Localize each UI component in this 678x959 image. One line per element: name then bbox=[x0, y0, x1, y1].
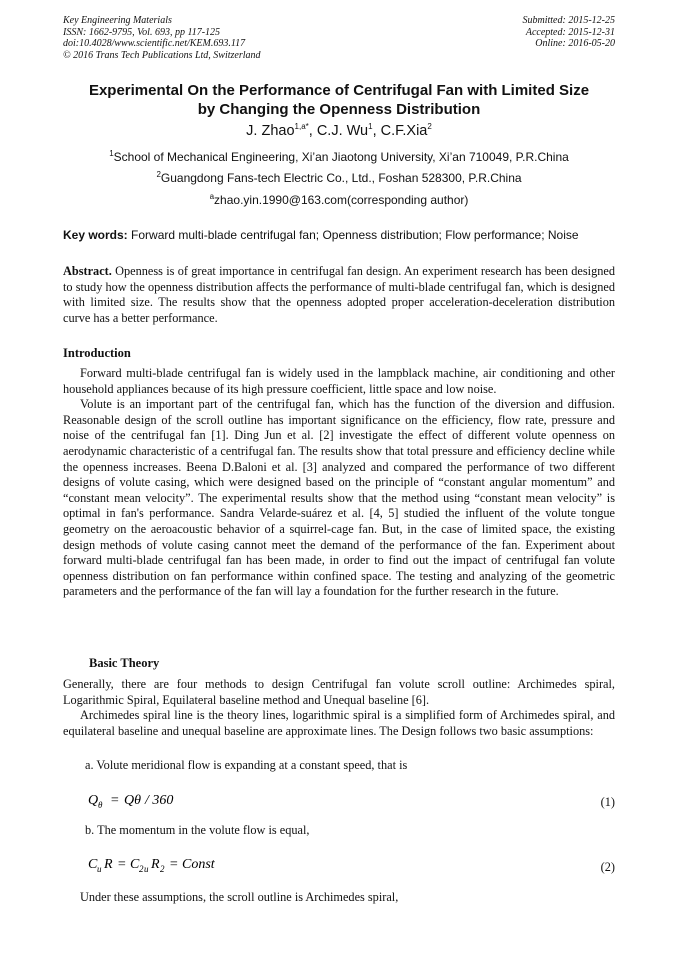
svg-text:C: C bbox=[88, 857, 98, 872]
paragraph: Forward multi-blade centrifugal fan is widely used in the lampblack machine, air conditioning and other household appliances because of its high pressure coefficient, little space and low noise. bbox=[63, 366, 615, 396]
affiliation-text: School of Mechanical Engineering, Xi’an Jiaotong University, Xi’an 710049, P.R.China bbox=[113, 150, 569, 164]
journal-header-right bbox=[523, 15, 616, 50]
svg-text:u: u bbox=[97, 864, 102, 874]
issn-line: ISSN: 1662-9795, Vol. 693, pp 117-125 bbox=[63, 26, 221, 38]
svg-text:2: 2 bbox=[139, 864, 144, 874]
affiliation-sup: 1 bbox=[109, 149, 114, 158]
keywords-label: Key words: bbox=[63, 228, 128, 242]
online-date: Online: 2016-05-20 bbox=[535, 38, 615, 49]
svg-text:=: = bbox=[117, 857, 127, 872]
equation-2-graphic bbox=[88, 853, 218, 875]
svg-text:/ 360: / 360 bbox=[145, 793, 174, 808]
abstract-label: Abstract. bbox=[63, 264, 112, 278]
affiliation-sup: a bbox=[209, 192, 215, 201]
keywords bbox=[63, 228, 615, 242]
corresponding-email bbox=[40, 193, 638, 207]
paper-title bbox=[40, 81, 638, 119]
keywords-text: Forward multi-blade centrifugal fan; Openness distribution; Flow performance; Noise bbox=[131, 228, 579, 242]
assumption-b: b. The momentum in the volute flow is equal, bbox=[85, 823, 310, 837]
author-sup: 2 bbox=[427, 122, 432, 132]
equation-1-number: (1) bbox=[600, 795, 615, 809]
author-list: J. Zhao$^{1,a*}$, C.J. Wu$^1$, C.F.Xia$^2$ bbox=[246, 122, 432, 139]
equation-1-graphic bbox=[88, 789, 198, 811]
paragraph: Archimedes spiral line is the theory lines, logarithmic spiral is a simplified form of Archimedes spiral, and equilateral baseline and unequal baseline are approximate lines. The Design follows two basic assumptions: bbox=[63, 708, 615, 738]
submitted-date: Submitted: 2015-12-25 bbox=[522, 15, 615, 26]
author-name: C.J. Wu bbox=[316, 123, 369, 139]
affiliation-2 bbox=[40, 171, 638, 185]
journal-name: Key Engineering Materials bbox=[63, 15, 172, 26]
section-heading-basic-theory: Basic Theory bbox=[89, 656, 160, 670]
paragraph: Volute is an important part of the centrifugal fan, which has the function of the diversion and diffusion. Reasonable design of the scroll outline has important significance on the efficiency, flow rate, pressure and noise of the centrifugal fan [1]. Ding Jun et al. [2] investigate the effect of different volute openness on aerodynamic characteristic of a centrifugal fan. The results show that total pressure and efficiency decline while the openness increases. Beena D.Baloni et al. [3] analyzed and compared the performance of two different designs of volute casing, which were designed based on the principle of “constant angular momentum” and “constant mean velocity”. The experimental results show that the method using “constant mean velocity” is optimal in fan's performance. Sandra Velarde-suárez et al. [4, 5] studied the influent of the volute tongue geometry on the aeroacoustic behavior of a squirrel-cage fan. But, in the case of limited space, the existing design methods of volute casing cannot meet the demand of the performance of the fan. Experiment about forward multi-blade centrifugal fan has been made, in order to find out the impact of centrifugal fan volute openness distribution on fan performance within confined space. The testing and analyzing of the geometric parameters and the performance of the fan will lay a foundation for the further research in the future. bbox=[63, 397, 615, 599]
accepted-date: Accepted: 2015-12-31 bbox=[525, 26, 615, 38]
doi-line: doi:10.4028/www.scientific.net/KEM.693.117 bbox=[63, 38, 246, 49]
author-sup: 1,a* bbox=[294, 122, 309, 132]
svg-text:R: R bbox=[104, 857, 113, 872]
svg-text:R: R bbox=[151, 857, 160, 872]
svg-text:Const: Const bbox=[182, 857, 215, 872]
svg-text:=: = bbox=[110, 793, 120, 808]
title-line-1: Experimental On the Performance of Centrifugal Fan with Limited Size bbox=[88, 82, 590, 99]
equation-2-number: (2) bbox=[600, 860, 615, 874]
svg-text:2: 2 bbox=[160, 864, 165, 874]
equation-1 bbox=[88, 789, 198, 815]
svg-text:Qθ: Qθ bbox=[124, 793, 141, 808]
assumption-a: a. Volute meridional flow is expanding at a constant speed, that is bbox=[85, 758, 408, 772]
closing-line: Under these assumptions, the scroll outline is Archimedes spiral, bbox=[80, 890, 399, 904]
affiliation-text: zhao.yin.1990@163.com(corresponding author) bbox=[214, 193, 469, 207]
affiliation-sup: 2 bbox=[156, 170, 161, 179]
affiliation-1 bbox=[40, 150, 638, 164]
basic-theory-body bbox=[63, 677, 615, 739]
svg-text:Q: Q bbox=[88, 793, 99, 808]
equation-2 bbox=[88, 853, 218, 879]
affiliation-text: Guangdong Fans-tech Electric Co., Ltd., Foshan 528300, P.R.China bbox=[160, 171, 522, 185]
paragraph: Generally, there are four methods to design Centrifugal fan volute scroll outline: Archimedes spiral, Logarithmic Spiral, Equilateral baseline method and Unequal baseline [6]. bbox=[63, 677, 615, 707]
svg-text:u: u bbox=[144, 864, 149, 874]
section-heading-introduction: Introduction bbox=[63, 346, 131, 360]
svg-text:C: C bbox=[130, 857, 140, 872]
copyright-line: © 2016 Trans Tech Publications Ltd, Switzerland bbox=[63, 49, 261, 61]
author-name: J. Zhao bbox=[246, 123, 295, 139]
introduction-body bbox=[63, 366, 615, 600]
svg-text:θ: θ bbox=[98, 800, 103, 810]
abstract-text: Openness is of great importance in centrifugal fan design. An experiment research has been designed to study how the openness distribution affects the performance of multi-blade centrifugal fan, which is designed with limited size. The results show that the openness adopted proper acceleration-deceleration distribution curve has a better performance. bbox=[63, 264, 615, 325]
svg-text:=: = bbox=[169, 857, 179, 872]
author-sup: 1 bbox=[368, 122, 373, 132]
journal-header-left bbox=[63, 15, 261, 61]
author-name: C.F.Xia bbox=[380, 123, 428, 139]
abstract bbox=[63, 264, 615, 326]
title-line-2: by Changing the Openness Distribution bbox=[197, 101, 481, 118]
